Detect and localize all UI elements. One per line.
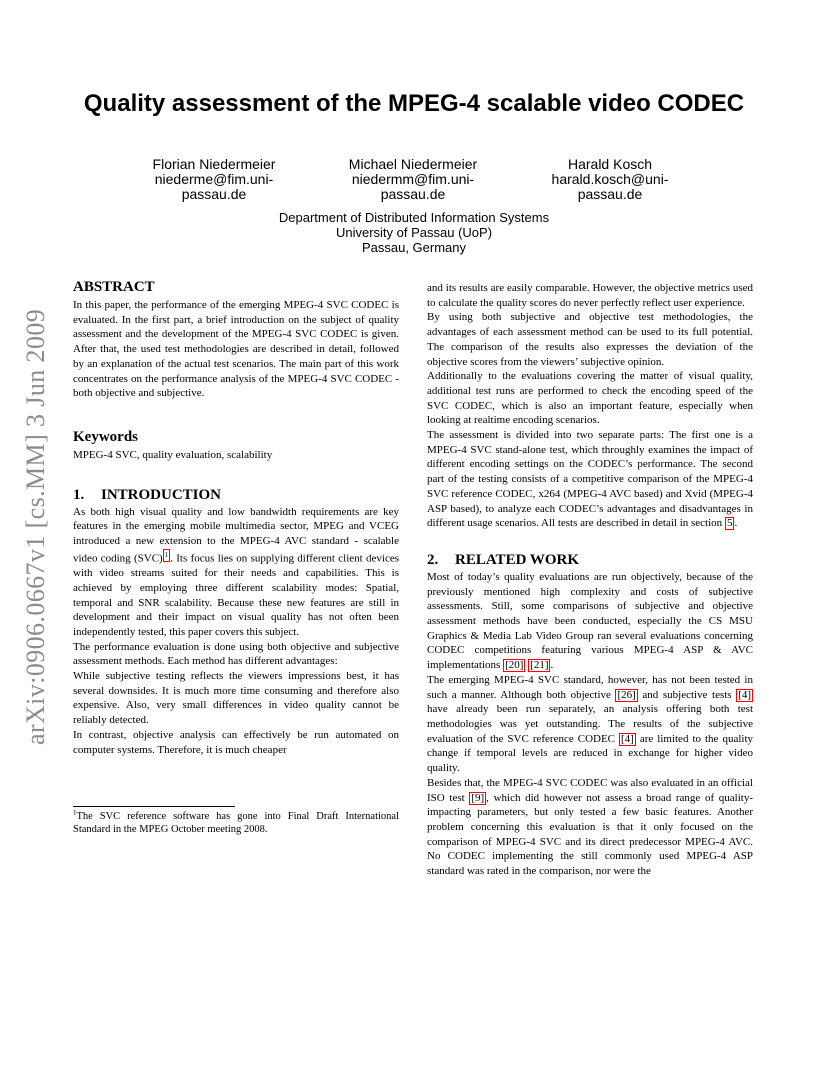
keywords-heading: Keywords	[73, 428, 138, 445]
paragraph: In contrast, objective analysis can effectively be run automated on computer systems. Therefore, it is much cheaper	[73, 728, 399, 756]
paragraph	[427, 673, 753, 776]
section-link[interactable]: 5	[726, 517, 733, 530]
left-column	[73, 279, 399, 757]
affiliation-department: Department of Distributed Information Systems	[278, 210, 550, 225]
text-run: . Its focus lies on supplying different client devices with video streams suited for their needs and capabilities. This is achieved by employing three different scalability modes: Spatial, temporal and SNR scalability. Because these new features are still in development and their impact on visual quality has not often been independently tested, this paper covers this subject.	[73, 552, 399, 638]
text-run: As both high visual quality and low bandwidth requirements are key features in the emerging mobile multimedia sector, MPEG and VCEG introduced a new extension to the MPEG-4 AVC standard - scalable video coding (SVC)	[73, 505, 399, 565]
author-block	[119, 157, 309, 202]
abstract-heading: ABSTRACT	[73, 279, 155, 295]
paragraph	[427, 776, 753, 879]
footnote-mark: 1	[73, 808, 77, 817]
related-work-heading	[427, 552, 753, 569]
text-run: The emerging MPEG-4 SVC standard, however, has not been tested in such a manner. Although both objective	[427, 673, 753, 701]
author-email: niedermm@fim.uni-	[351, 171, 475, 187]
author-block	[318, 157, 508, 202]
citation-link[interactable]: [26]	[617, 688, 636, 701]
paragraph: and its results are easily comparable. However, the objective metrics used to calculate the quality scores do never perfectly reflect user experience.	[427, 282, 753, 309]
arxiv-identifier-stamp: arXiv:0906.0667v1 [cs.MM] 3 Jun 2009	[21, 308, 50, 745]
section-title: INTRODUCTION	[101, 486, 222, 503]
text-run: .	[550, 659, 554, 672]
text-run: Besides that, the MPEG-4 SVC CODEC was also evaluated in an official ISO test	[427, 776, 753, 804]
paragraph: Additionally to the evaluations covering the matter of visual quality, additional test runs are performed to check the encoding speed of the SVC CODEC, which is also an important feature, especially when looking at realtime encoding scenarios.	[427, 370, 753, 427]
author-name: Michael Niedermeier	[348, 156, 478, 172]
affiliation-location: Passau, Germany	[361, 240, 467, 255]
paragraph	[73, 505, 399, 640]
affiliation	[0, 210, 828, 255]
author-email: niederme@fim.uni-	[154, 171, 274, 187]
footnote-text: The SVC reference software has gone into Final Draft International Standard in the MPEG October meeting 2008.	[73, 811, 399, 835]
paragraph	[427, 570, 753, 673]
footnote-divider	[73, 806, 235, 807]
abstract-text: In this paper, the performance of the emerging MPEG-4 SVC CODEC is evaluated. In the first part, a brief introduction on the subject of quality assessment and the development of the MPEG-4 SVC CODEC is given. After that, the used test methodologies are described in detail, followed by an explanation of the actual test scenarios. The main part of this work concentrates on the performance analysis of the MPEG-4 SVC CODEC - both objective and subjective.	[73, 299, 399, 400]
author-email: passau.de	[380, 186, 446, 202]
section-number: 1.	[73, 486, 85, 503]
introduction-heading	[73, 487, 399, 504]
text-run: and subjective tests	[637, 688, 737, 701]
citation-link[interactable]: [9]	[471, 791, 485, 804]
author-name: Florian Niedermeier	[152, 156, 276, 172]
author-email: passau.de	[181, 186, 247, 202]
citation-link[interactable]: [4]	[738, 688, 751, 701]
footnote-link[interactable]: 1	[163, 549, 171, 562]
author-name: Harald Kosch	[567, 156, 653, 172]
author-email: harald.kosch@uni-	[551, 171, 669, 187]
keywords-text: MPEG-4 SVC, quality evaluation, scalability	[73, 448, 273, 461]
paragraph	[427, 428, 753, 531]
text-run: , which did however not assess a broad range of quality-impacting parameters, but only tested a few basic features. Another problem concerning this evaluation is that it only focused on the comparison of MPEG-4 SVC and its direct predecessor MPEG-4 AVC. No CODEC implementing the still commonly used MPEG-4 ASP standard was rated in the comparison, nor were the	[427, 791, 753, 878]
section-title: RELATED WORK	[455, 551, 580, 568]
paragraph: By using both subjective and objective test methodologies, the advantages of each assessment method can be used to its full potential. The comparison of the results also expresses the deviation of the objective scores from the viewers’ subjective opinion.	[427, 311, 753, 368]
paragraph: The performance evaluation is done using both objective and subjective assessment methods. Each method has different advantages:	[73, 640, 399, 668]
text-run: The assessment is divided into two separate parts: The first one is a MPEG-4 SVC stand-alone test, which throughly examines the impact of different encoding settings on the CODEC’s performance. The second part of the testing consists of a competitive comparison of the MPEG-4 SVC reference CODEC, x264 (MPEG-4 AVC based) and Xvid (MPEG-4 ASP based), to analyze each CODEC’s advantages and disadvantages in different usage scenarios. All tests are described in detail in section	[427, 429, 753, 530]
text-run: are limited to the quality change if temporal levels are reduced in exchange for higher video quality.	[427, 732, 753, 775]
author-email: passau.de	[577, 186, 643, 202]
author-block	[515, 157, 705, 202]
citation-link[interactable]: [21]	[530, 659, 549, 672]
text-run: .	[734, 517, 738, 530]
paragraph: While subjective testing reflects the viewers impressions best, it has several downsides. It is much more time consuming and therefore also expensive. Also, very small differences in video quality cannot be reliably detected.	[73, 670, 399, 727]
affiliation-university: University of Passau (UoP)	[335, 225, 493, 240]
citation-link[interactable]: [20]	[505, 659, 524, 672]
right-column	[427, 281, 753, 879]
section-number: 2.	[427, 551, 439, 568]
footnote	[73, 810, 399, 836]
text-run: Most of today’s quality evaluations are run objectively, because of the previously mentioned high complexity and costs of subjective assessments. Still, some comparisons of subjective and objective assessment methods have been conducted, especially the CS MSU Graphics & Media Lab Video Group ran several evaluations concerning CODEC competitions featuring various MPEG-4 ASP & AVC implementations	[427, 570, 753, 672]
paper-title: Quality assessment of the MPEG-4 scalable video CODEC	[83, 90, 745, 117]
citation-link[interactable]: [4]	[621, 732, 634, 745]
text-run: have already been run separately, an analysis offering both test methodologies was yet outstanding. The results of the subjective evaluation of the SVC reference CODEC	[427, 703, 753, 745]
